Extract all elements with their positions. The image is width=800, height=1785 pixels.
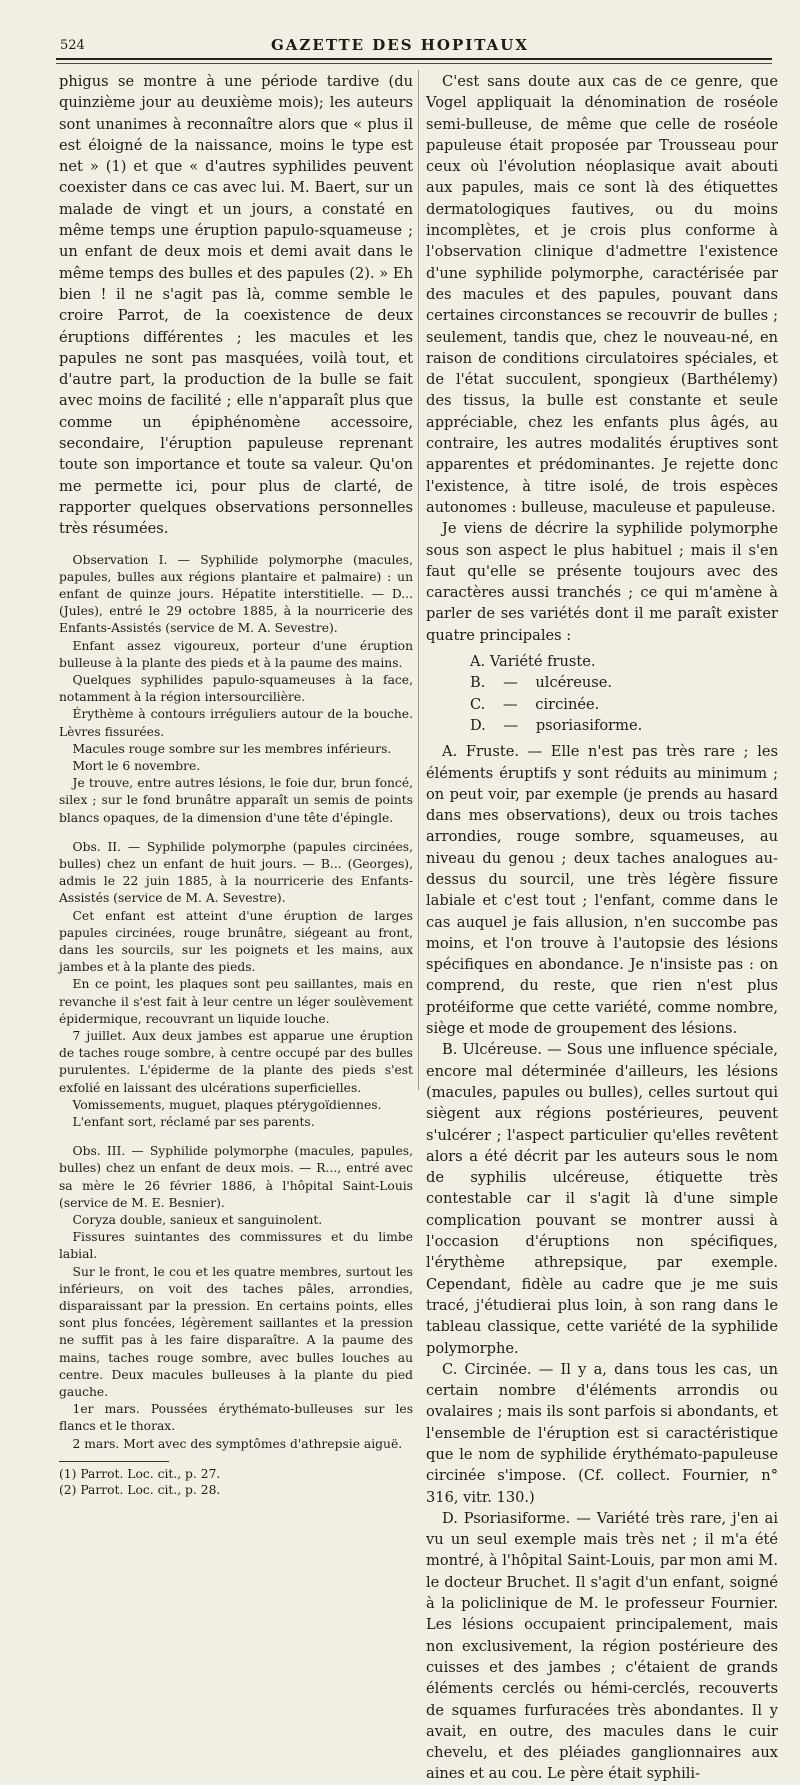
observation-1-line: Enfant assez vigoureux, porteur d'une éruption bulleuse à la plante des pieds et à la paume des mains. <box>59 638 413 670</box>
intro-paragraph: phigus se montre à une période tardive (du quinzième jour au deuxième mois); les auteurs sont unanimes à reconnaître alors que « plus il est éloigné de la naissance, moins le type est net » (1) et que « d'autres syphilides peuvent coexister dans ce cas avec lui. M. Baert, sur un malade de vingt et un jours, a constaté en même temps une éruption papulo-squameuse ; un enfant de deux mois et demi avait dans le même temps des bulles et des papules (2). » Eh bien ! il ne s'agit pas là, comme semble le croire Parrot, de la coexistence de deux éruptions différentes ; les macules et les papules ne sont pas masquées, voilà tout, et d'autre part, la production de la bulle se fait avec moins de facilité ; elle n'apparaît plus que comme un épiphénomène accessoire, secondaire, l'éruption papuleuse reprenant toute son importance et toute sa valeur. Qu'on me permette ici, pour plus de clarté, de rapporter quelques observations personnelles très résumées. <box>59 73 413 538</box>
variety-item: D. — psoriasiforme. <box>470 716 643 734</box>
observation-2-title: Obs. II. — Syphilide polymorphe (papules circinées, bulles) chez un enfant de huit jours. — B... (Georges), admis le 22 juin 1885, à la nourricerie des Enfants-Assistés (service de M. A. Sevestre). <box>59 839 413 906</box>
observation-1-line: Érythème à contours irréguliers autour de la bouche. Lèvres fissurées. <box>59 707 413 739</box>
right-column <box>426 71 778 1785</box>
paragraph-circinee: C. Circinée. — Il y a, dans tous les cas, un certain nombre d'éléments arrondis ou ovalaires ; mais ils sont parfois si abondants, et l'ensemble de l'éruption est si caractéristique que le nom de syphilide érythémato-papuleuse circinée s'impose. (Cf. collect. Fournier, n° 316, vitr. 130.) <box>426 1360 778 1506</box>
observation-2-line: L'enfant sort, réclamé par ses parents. <box>72 1115 315 1130</box>
header-rule-thin <box>56 63 772 64</box>
observation-3-line: Coryza double, sanieux et sanguinolent. <box>72 1213 323 1228</box>
observation-1-line: Mort le 6 novembre. <box>72 758 201 773</box>
observation-2-line: Vomissements, muguet, plaques ptérygoïdiennes. <box>72 1097 382 1112</box>
footnote: (1) Parrot. Loc. cit., p. 27. <box>59 1466 221 1481</box>
observation-1-line: Je trouve, entre autres lésions, le foie dur, brun foncé, silex ; sur le fond brunâtre apparaît un semis de points blancs opaques, de la dimension d'une tête d'épingle. <box>59 776 413 825</box>
header-rule <box>56 58 772 60</box>
varieties-list <box>470 651 778 736</box>
observation-3-title: Obs. III. — Syphilide polymorphe (macules, papules, bulles) chez un enfant de deux mois. — R..., entré avec sa mère le 26 février 1886, à l'hôpital Saint-Louis (service de M. E. Besnier). <box>59 1144 413 1210</box>
observation-2-line: Cet enfant est atteint d'une éruption de larges papules circinées, rouge brunâtre, siégeant au front, dans les sourcils, sur les poignets et les mains, aux jambes et à la plante des pieds. <box>59 908 413 975</box>
paragraph-varietes: Je viens de décrire la syphilide polymorphe sous son aspect le plus habituel ; mais il s'en faut qu'elle se présente toujours avec des caractères aussi tranchés ; ce qui m'amène à parler de ses variétés dont il me paraît exister quatre principales : <box>426 520 778 644</box>
left-column <box>59 71 413 1499</box>
column-separator <box>418 70 419 1090</box>
paragraph-roseole: C'est sans doute aux cas de ce genre, que Vogel appliquait la dénomination de roséole semi-bulleuse, de même que celle de roséole papuleuse était proposée par Trousseau pour ceux où l'évolution néoplasique avait abouti aux papules, mais ce sont là des étiquettes dermatologiques fautives, ou du moins incomplètes, et je crois plus conforme à l'observation clinique d'admettre l'existence d'une syphilide polymorphe, caractérisée par des macules et des papules, pouvant dans certaines circonstances se recouvrir de bulles ; seulement, tandis que, chez le nouveau-né, en raison de conditions circulatoires spéciales, et de l'état succulent, spongieux (Barthélemy) des tissus, la bulle est constante et seule appréciable, chez les enfants plus âgés, au contraire, les autres modalités éruptives sont apparentes et prédominantes. Je rejette donc l'existence, à titre isolé, de trois espèces autonomes : bulleuse, maculeuse et papuleuse. <box>426 73 778 516</box>
page-number: 524 <box>60 38 85 53</box>
observation-1-line: Quelques syphilides papulo-squameuses à la face, notamment à la région intersourcilière. <box>59 672 413 705</box>
paragraph-psoriasiforme: D. Psoriasiforme. — Variété très rare, j'en ai vu un seul exemple mais très net ; il m'a été montré, à l'hôpital Saint-Louis, par mon ami M. le docteur Bruchet. Il s'agit d'un enfant, soigné à la policlinique de M. le professeur Fournier. Les lésions occupaient principalement, mais non exclusivement, la région postérieure des cuisses et des jambes ; c'étaient de grands éléments cerclés ou hémi-cerclés, recouverts de squames furfuracées très abondantes. Il y avait, en outre, des macules dans le cuir chevelu, et des pléiades ganglionnaires aux aines et au cou. Le père était syphili- <box>426 1509 778 1783</box>
observation-1-line: Macules rouge sombre sur les membres inférieurs. <box>72 741 392 756</box>
variety-item: C. — circinée. <box>470 695 600 713</box>
observation-3-line: Fissures suintantes des commissures et du limbe labial. <box>59 1230 413 1262</box>
journal-title: GAZETTE DES HOPITAUX <box>270 36 529 54</box>
observation-3-line: 2 mars. Mort avec des symptômes d'athrepsie aiguë. <box>72 1436 403 1451</box>
variety-item: B. — ulcéreuse. <box>470 674 613 692</box>
observation-3-line: Sur le front, le cou et les quatre membres, surtout les inférieurs, on voit des taches pâles, arrondies, disparaissant par la pression. En certains points, elles sont plus foncées, légèrement saillantes et la pression ne suffit pas à les faire disparaître. A la paume des mains, taches rouge sombre, avec bulles louches au centre. Deux macules bulleuses à la plante du pied gauche. <box>59 1264 413 1400</box>
paragraph-fruste: A. Fruste. — Elle n'est pas très rare ; les éléments éruptifs y sont réduits au minimum ; on peut voir, par exemple (je prends au hasard dans mes observations), deux ou trois taches arrondies, rouge sombre, squameuses, au niveau du genou ; deux taches analogues au-dessus du sourcil, une très légère fissure labiale et c'est tout ; l'enfant, comme dans le cas auquel je fais allusion, n'en succombe pas moins, et l'on trouve à l'autopsie des lésions spécifiques en abondance. Je n'insiste pas : on comprend, du reste, que rien n'est plus protéiforme que cette variété, comme nombre, siège et mode de groupement des lésions. <box>426 743 778 1038</box>
observation-2-line: En ce point, les plaques sont peu saillantes, mais en revanche il s'est fait à leur centre un léger soulèvement épidermique, recouvrant un liquide louche. <box>59 977 413 1026</box>
footnote-rule <box>59 1461 169 1462</box>
observation-3-line: 1er mars. Poussées érythémato-bulleuses sur les flancs et le thorax. <box>59 1402 413 1434</box>
paragraph-ulcereuse: B. Ulcéreuse. — Sous une influence spéciale, encore mal déterminée d'ailleurs, les lésions (macules, papules ou bulles), celles surtout qui siègent aux régions postérieures, peuvent s'ulcérer ; l'aspect particulier qu'elles revêtent alors a été décrit par les auteurs sous le nom de syphilis ulcéreuse, étiquette très contestable car il s'agit là d'une simple complication pouvant se montrer aussi à l'occasion d'éruptions non spécifiques, l'érythème athrepsique, par exemple. Cependant, fidèle au cadre que je me suis tracé, j'étudierai plus loin, à son rang dans le tableau classique, cette variété de la syphilide polymorphe. <box>426 1041 778 1357</box>
footnote: (2) Parrot. Loc. cit., p. 28. <box>59 1483 221 1498</box>
observation-1-title: Observation I. — Syphilide polymorphe (macules, papules, bulles aux régions plantaire et palmaire) : un enfant de quinze jours. Hépatite interstitielle. — D... (Jules), entré le 29 octobre 1885, à la nourricerie des Enfants-Assistés (service de M. A. Sevestre). <box>59 552 413 636</box>
variety-item: A. Variété fruste. <box>470 653 596 671</box>
observation-2-line: 7 juillet. Aux deux jambes est apparue une éruption de taches rouge sombre, à centre occupé par des bulles purulentes. L'épiderme de la plante des pieds s'est exfolié en laissant des ulcérations superficielles. <box>59 1029 413 1095</box>
